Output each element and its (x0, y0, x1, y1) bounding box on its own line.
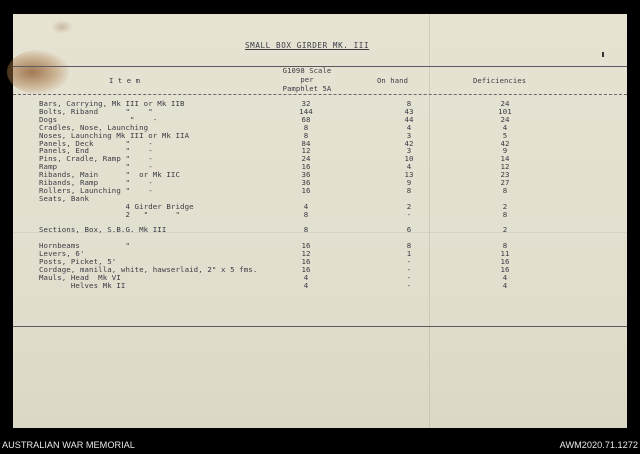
row-item-cell: Bars, Carrying, Mk III or Mk IIB (39, 99, 185, 108)
row-deficiencies-cell: 12 (500, 162, 510, 172)
row-on-hand-cell: 4 (406, 122, 412, 132)
row-item-cell: Cordage, manilla, white, hawserlaid, 2" x 5 fms. (39, 264, 258, 274)
row-deficiencies-cell: 101 (498, 106, 512, 116)
row-deficiencies-cell: 16 (500, 257, 510, 266)
row-on-hand-cell: - (406, 264, 412, 274)
row-on-hand-cell: 1 (406, 249, 412, 259)
row-scale-cell: 8 (303, 209, 309, 219)
row-scale-cell: 12 (301, 249, 311, 259)
row-on-hand-cell: 6 (406, 225, 412, 235)
row-on-hand-cell: 4 (406, 162, 412, 172)
row-scale-cell: 8 (303, 122, 309, 132)
row-scale-cell: 16 (301, 185, 311, 195)
row-scale-cell: 84 (301, 138, 311, 148)
row-on-hand-cell: 2 (406, 201, 412, 211)
row-scale-cell: 16 (301, 162, 311, 172)
column-header-scale-line1: G1098 Scale (282, 66, 332, 75)
row-scale-cell: 8 (303, 130, 309, 140)
row-deficiencies-cell: 27 (500, 178, 510, 187)
row-scale-cell: 4 (303, 280, 309, 290)
row-item-cell: Bolts, Riband " " (39, 106, 153, 116)
row-scale-cell: 68 (301, 114, 311, 124)
row-item-cell: Dogs " - (39, 114, 158, 124)
row-on-hand-cell: - (406, 280, 412, 290)
row-deficiencies-cell: 11 (500, 249, 510, 259)
row-item-cell: Posts, Picket, 5' (39, 257, 117, 266)
row-item-cell: Sections, Box, S.B.G. Mk III (39, 225, 167, 235)
column-header-scale-line2: per (300, 75, 314, 84)
row-deficiencies-cell: 4 (502, 280, 508, 290)
row-item-cell: Mauls, Head Mk VI (39, 272, 121, 282)
row-deficiencies-cell: 16 (500, 264, 510, 274)
water-stain (7, 50, 69, 94)
row-on-hand-cell: 42 (404, 138, 414, 148)
row-on-hand-cell: - (406, 272, 412, 282)
water-stain (51, 20, 73, 34)
row-on-hand-cell: 13 (404, 170, 414, 180)
row-item-cell: Ribands, Main " or Mk IIC (39, 170, 181, 180)
row-item-cell: Cradles, Nose, Launching (39, 122, 149, 132)
header-rule-bottom (13, 94, 627, 95)
row-item-cell: Pins, Cradle, Ramp " - (39, 154, 153, 164)
row-deficiencies-cell: 24 (500, 114, 510, 124)
row-deficiencies-cell: 42 (500, 138, 510, 148)
row-item-cell: Ramp " - (39, 162, 153, 172)
row-on-hand-cell: 44 (404, 114, 414, 124)
row-item-cell: Rollers, Launching " - (39, 185, 153, 195)
column-header-on-hand: On hand (377, 76, 408, 85)
row-scale-cell: 4 (303, 201, 309, 211)
row-scale-cell: 36 (301, 178, 311, 187)
row-on-hand-cell: 8 (406, 185, 412, 195)
row-scale-cell: 8 (303, 225, 309, 235)
document-title: SMALL BOX GIRDER MK. III (245, 41, 370, 50)
row-deficiencies-cell: 23 (500, 170, 510, 180)
row-scale-cell: 16 (301, 241, 311, 251)
row-deficiencies-cell: 8 (502, 241, 508, 251)
row-item-cell: Hornbeams " (39, 241, 130, 251)
row-on-hand-cell: 3 (406, 130, 412, 140)
row-deficiencies-cell: 14 (500, 154, 510, 164)
row-item-cell: Levers, 6' (39, 249, 85, 259)
column-header-deficiencies: Deficiencies (473, 76, 527, 85)
row-deficiencies-cell: 4 (502, 122, 508, 132)
row-deficiencies-cell: 9 (502, 146, 508, 156)
row-scale-cell: 36 (301, 170, 311, 180)
ink-mark (602, 52, 604, 57)
row-item-cell: Noses, Launching Mk III or Mk IIA (39, 130, 190, 140)
row-on-hand-cell: 10 (404, 154, 414, 164)
row-on-hand-cell: 43 (404, 106, 414, 116)
row-item-cell: Seats, Bank (39, 193, 90, 203)
footer-accession-number: AWM2020.71.1272 (559, 440, 638, 450)
row-scale-cell: 16 (301, 264, 311, 274)
row-scale-cell: 32 (301, 99, 311, 108)
row-scale-cell: 4 (303, 272, 309, 282)
row-deficiencies-cell: 8 (502, 209, 508, 219)
row-item-cell: 2 " " (39, 209, 181, 219)
row-item-cell: Helves Mk II (39, 280, 126, 290)
row-scale-cell: 144 (299, 106, 313, 116)
row-deficiencies-cell: 2 (502, 225, 508, 235)
footer-institution: AUSTRALIAN WAR MEMORIAL (2, 440, 135, 450)
row-deficiencies-cell: 4 (502, 272, 508, 282)
fold-line (429, 14, 430, 428)
column-header-scale-line3: Pamphlet 5A (282, 84, 332, 93)
column-header-item: I t e m (109, 76, 140, 85)
row-on-hand-cell: - (406, 257, 412, 266)
row-item-cell: Ribands, Ramp " - (39, 178, 153, 187)
row-deficiencies-cell: 8 (502, 185, 508, 195)
row-scale-cell: 24 (301, 154, 311, 164)
row-deficiencies-cell: 24 (500, 99, 510, 108)
row-deficiencies-cell: 2 (502, 201, 508, 211)
row-item-cell: 4 Girder Bridge (39, 201, 194, 211)
row-on-hand-cell: 8 (406, 241, 412, 251)
row-on-hand-cell: 8 (406, 99, 412, 108)
document-page (13, 14, 627, 428)
row-item-cell: Panels, End " - (39, 146, 153, 156)
table-end-rule (13, 326, 627, 327)
row-scale-cell: 16 (301, 257, 311, 266)
row-deficiencies-cell: 5 (502, 130, 508, 140)
row-on-hand-cell: 9 (406, 178, 412, 187)
row-item-cell: Panels, Deck " - (39, 138, 153, 148)
row-on-hand-cell: 3 (406, 146, 412, 156)
row-scale-cell: 12 (301, 146, 311, 156)
row-on-hand-cell: - (406, 209, 412, 219)
